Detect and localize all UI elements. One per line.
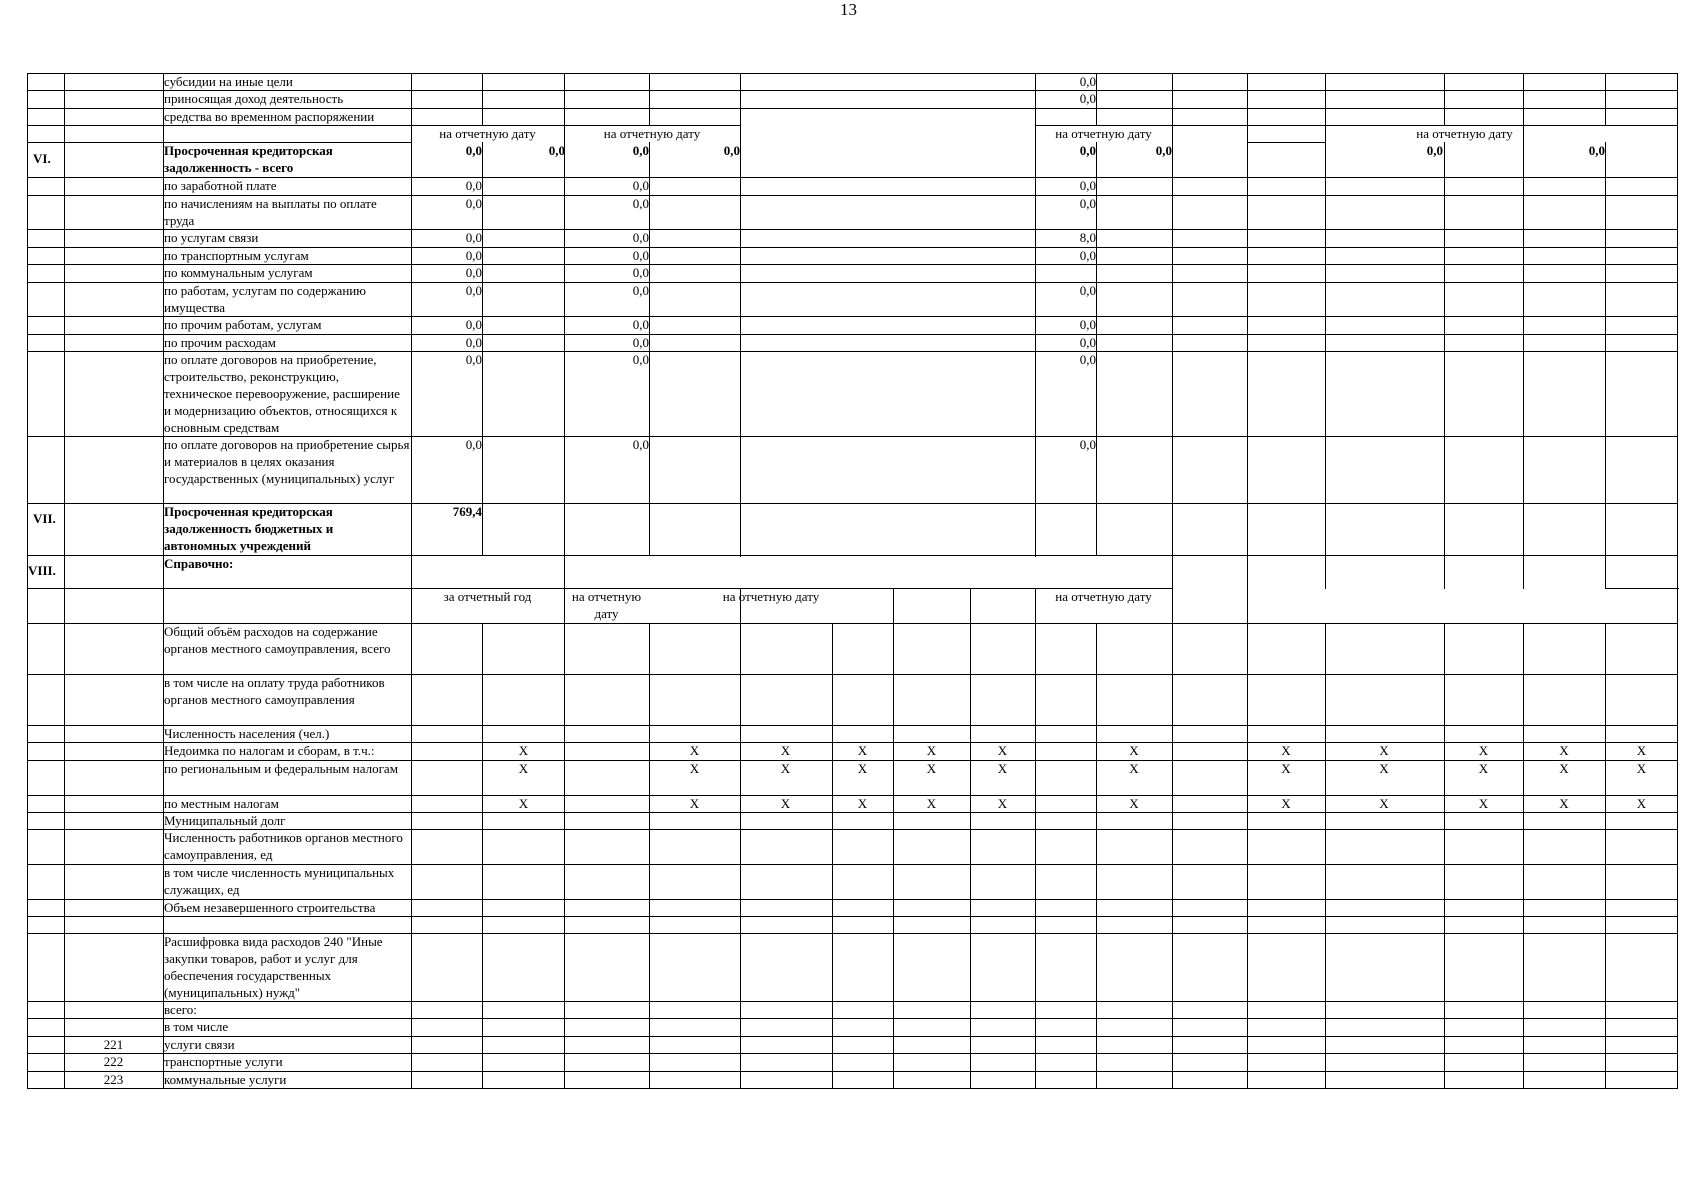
x-mark: Х <box>689 743 700 758</box>
page-number: 13 <box>840 0 857 19</box>
row-label: услуги связи <box>164 1037 235 1052</box>
table-rule <box>1605 142 1606 589</box>
cell-value: 0,0 <box>465 248 482 263</box>
total-value: 0,0 <box>1079 143 1096 158</box>
x-mark: Х <box>1478 743 1489 758</box>
table-rule <box>27 73 28 1089</box>
table-rule <box>27 1088 1678 1089</box>
column-header: на отчетную дату <box>1416 126 1513 141</box>
x-mark: Х <box>857 743 868 758</box>
cell-value: 0,0 <box>465 265 482 280</box>
x-mark: Х <box>997 796 1008 811</box>
section-title: Просроченная кредиторская задолженность - всего <box>164 143 333 175</box>
x-mark: Х <box>1129 796 1139 811</box>
cell-value: 0,0 <box>465 283 482 298</box>
row-label: по прочим расходам <box>164 335 276 350</box>
row-label: коммунальные услуги <box>164 1072 287 1087</box>
row-label: Недоимка по налогам и сборам, в т.ч.: <box>164 743 375 758</box>
x-mark: Х <box>1379 761 1389 776</box>
table-rule <box>832 623 833 1089</box>
cell-value: 0,0 <box>1079 178 1096 193</box>
x-mark: Х <box>1379 743 1389 758</box>
x-mark: Х <box>1129 743 1139 758</box>
cell-value: 0,0 <box>1079 74 1096 89</box>
table-rule <box>1096 73 1097 126</box>
row-label: в том числе на оплату труда работников органов местного самоуправления <box>164 675 385 707</box>
row-label: по работам, услугам по содержанию имущества <box>164 283 366 315</box>
table-rule <box>482 142 483 556</box>
table-rule <box>1096 623 1097 1089</box>
row-label: Общий объём расходов на содержание органов местного самоуправления, всего <box>164 624 391 656</box>
x-mark: Х <box>997 761 1008 776</box>
row-label: по коммунальным услугам <box>164 265 313 280</box>
x-mark: Х <box>1478 796 1489 811</box>
row-label: всего: <box>164 1002 197 1017</box>
cell-value: 0,0 <box>1079 317 1096 332</box>
table-rule <box>970 588 971 1089</box>
column-header: на отчетную дату <box>603 126 701 141</box>
row-label: Муниципальный долг <box>164 813 286 828</box>
x-mark: Х <box>780 796 791 811</box>
section-number: VII. <box>33 511 56 526</box>
section-title: Просроченная кредиторская задолженность бюджетных и автономных учреждений <box>164 504 334 553</box>
table-rule <box>1172 73 1173 1089</box>
cell-value: 0,0 <box>465 335 482 350</box>
table-rule <box>1096 142 1097 556</box>
cell-value: 0,0 <box>465 196 482 211</box>
table-rule <box>482 73 483 126</box>
cell-value: 0,0 <box>465 317 482 332</box>
table-rule <box>1444 623 1445 1089</box>
row-label: Численность населения (чел.) <box>164 726 330 741</box>
table-rule <box>649 73 650 126</box>
cell-value: 0,0 <box>632 335 649 350</box>
section-title: Справочно: <box>164 556 234 571</box>
row-label: по услугам связи <box>164 230 259 245</box>
cell-value: 0,0 <box>632 196 649 211</box>
table-rule <box>1035 588 1036 1089</box>
row-label: по местным налогам <box>164 796 279 811</box>
total-value: 0,0 <box>723 143 740 158</box>
row-label: по начислениям на выплаты по оплате труда <box>164 196 377 228</box>
x-mark: Х <box>780 761 791 776</box>
x-mark: Х <box>1559 743 1569 758</box>
total-value: 0,0 <box>632 143 649 158</box>
row-label: по заработной плате <box>164 178 277 193</box>
x-mark: Х <box>1636 761 1647 776</box>
row-label: приносящая доход деятельность <box>164 91 344 106</box>
x-mark: Х <box>926 761 937 776</box>
cell-value: 0,0 <box>632 317 649 332</box>
x-mark: Х <box>1636 796 1647 811</box>
table-rule <box>1677 73 1678 1089</box>
table-rule <box>1605 588 1679 589</box>
table-rule <box>564 73 565 1089</box>
table-rule <box>411 73 412 1089</box>
table-rule <box>1247 73 1248 1089</box>
column-header: на отчетную дату <box>1055 589 1152 604</box>
column-header: за отчетный год <box>443 589 532 604</box>
total-value: 0,0 <box>1588 143 1605 158</box>
cell-value: 0,0 <box>632 248 649 263</box>
x-mark: Х <box>1281 796 1291 811</box>
row-label: в том числе численность муниципальных служащих, ед <box>164 865 395 897</box>
cell-value: 0,0 <box>1079 352 1096 367</box>
expense-code: 221 <box>103 1037 124 1052</box>
row-label: Расшифровка вида расходов 240 "Иные закупки товаров, работ и услуг для обеспечения государственных (муниципальных) нужд" <box>164 934 383 1000</box>
row-label: по региональным и федеральным налогам <box>164 761 398 776</box>
total-value: 0,0 <box>1426 143 1443 158</box>
table-rule <box>1444 142 1445 589</box>
cell-value: 0,0 <box>465 178 482 193</box>
x-mark: Х <box>926 743 937 758</box>
row-label: по оплате договоров на приобретение сырья и материалов в целях оказания государственных (муниципальных) услуг <box>164 437 410 486</box>
section-number: VI. <box>33 151 51 166</box>
row-label: по оплате договоров на приобретение, строительство, реконструкцию, техническое перевооружение, расширение и модернизацию объектов, относящихся к основным средствам <box>164 352 400 435</box>
table-rule <box>893 588 894 1089</box>
x-mark: Х <box>1559 761 1569 776</box>
cell-value: 0,0 <box>632 283 649 298</box>
section-number: VIII. <box>28 563 56 578</box>
x-mark: Х <box>780 743 791 758</box>
x-mark: Х <box>926 796 937 811</box>
table-rule <box>740 73 741 557</box>
x-mark: Х <box>518 796 529 811</box>
row-label: по прочим работам, услугам <box>164 317 322 332</box>
row-label: Объем незавершенного строительства <box>164 900 376 915</box>
x-mark: Х <box>1379 796 1389 811</box>
expense-code: 222 <box>103 1054 124 1069</box>
table-rule <box>1444 73 1445 126</box>
cell-value: 0,0 <box>632 178 649 193</box>
expense-code: 223 <box>103 1072 124 1087</box>
row-label: Численность работников органов местного самоуправления, ед <box>164 830 403 862</box>
table-rule <box>740 588 741 1089</box>
x-mark: Х <box>518 761 529 776</box>
row-label: в том числе <box>164 1019 229 1034</box>
total-value: 0,0 <box>1155 143 1172 158</box>
table-rule <box>27 916 1678 917</box>
table-rule <box>1523 623 1524 1089</box>
x-mark: Х <box>1129 761 1139 776</box>
cell-value: 0,0 <box>1079 283 1096 298</box>
x-mark: Х <box>997 743 1008 758</box>
table-rule <box>27 555 1678 556</box>
cell-value: 0,0 <box>1079 196 1096 211</box>
column-header: на отчетную дату <box>439 126 536 141</box>
cell-value: 0,0 <box>1079 248 1096 263</box>
column-header: на отчетную дату <box>571 589 642 621</box>
x-mark: Х <box>1636 743 1647 758</box>
cell-value: 0,0 <box>632 437 649 452</box>
x-mark: Х <box>1559 796 1569 811</box>
row-label: средства во временном распоряжении <box>164 109 375 124</box>
column-header: на отчетную дату <box>722 589 820 604</box>
cell-value: 0,0 <box>465 352 482 367</box>
x-mark: Х <box>1478 761 1489 776</box>
table-rule <box>1605 73 1606 126</box>
column-header: на отчетную дату <box>1055 126 1152 141</box>
table-rule <box>1605 623 1606 1089</box>
x-mark: Х <box>1281 761 1291 776</box>
cell-value: 8,0 <box>1079 230 1096 245</box>
row-label: транспортные услуги <box>164 1054 283 1069</box>
x-mark: Х <box>689 796 700 811</box>
table-rule <box>649 623 650 1089</box>
x-mark: Х <box>1281 743 1291 758</box>
table-rule <box>64 73 65 1089</box>
row-label: субсидии на иные цели <box>164 74 293 89</box>
cell-value: 0,0 <box>465 437 482 452</box>
cell-value: 0,0 <box>1079 437 1096 452</box>
table-rule <box>1325 623 1326 1089</box>
table-rule <box>1247 142 1326 143</box>
x-mark: Х <box>857 796 868 811</box>
x-mark: Х <box>857 761 868 776</box>
cell-value: 0,0 <box>632 265 649 280</box>
cell-value: 0,0 <box>632 230 649 245</box>
x-mark: Х <box>518 743 529 758</box>
total-value: 769,4 <box>452 504 482 519</box>
row-label: по транспортным услугам <box>164 248 309 263</box>
x-mark: Х <box>689 761 700 776</box>
total-value: 0,0 <box>548 143 565 158</box>
cell-value: 0,0 <box>1079 91 1096 106</box>
cell-value: 0,0 <box>1079 335 1096 350</box>
total-value: 0,0 <box>465 143 482 158</box>
table-rule <box>649 142 650 556</box>
table-rule <box>482 623 483 1089</box>
cell-value: 0,0 <box>632 352 649 367</box>
cell-value: 0,0 <box>465 230 482 245</box>
